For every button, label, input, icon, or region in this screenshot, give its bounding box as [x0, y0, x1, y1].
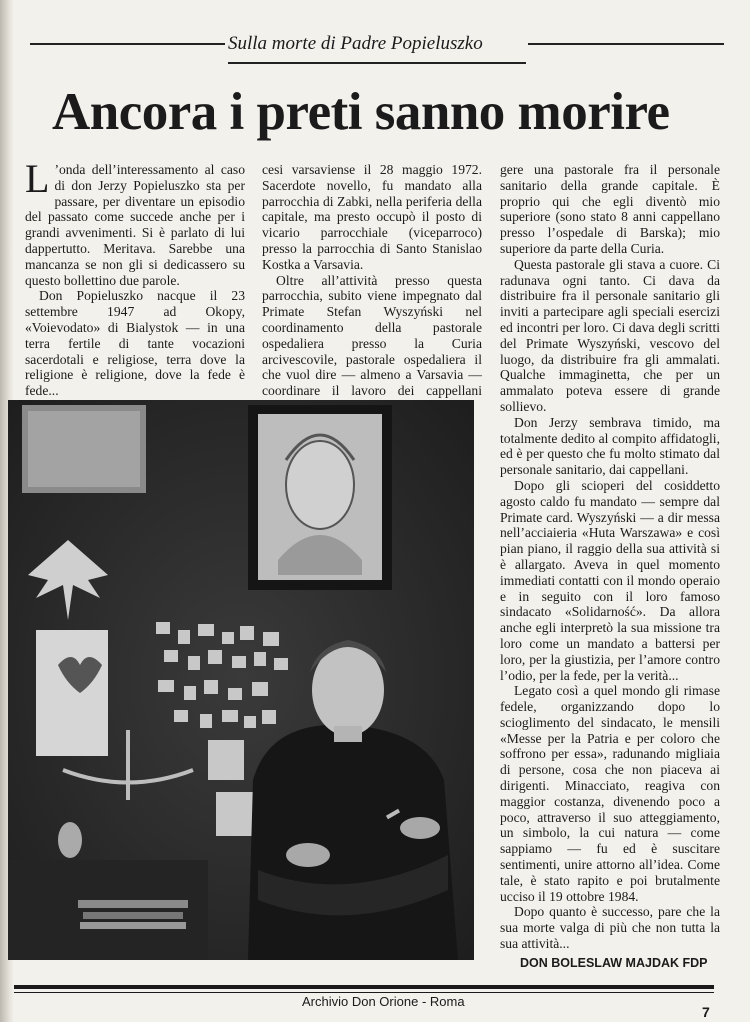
byline: DON BOLESLAW MAJDAK FDP	[520, 956, 708, 970]
paragraph-text: ’onda dell’interessamento al caso di don Jerzy Popieluszko sta per passare, per diventare un episodio del passato come succede anche per i grandi avvenimenti. Si è parlato di lui dappertutto. Meritava. Sarebbe una mancanza se non gli si dedicassero su questo bollettino due parole.	[25, 162, 245, 288]
paragraph: Dopo gli scioperi del cosiddetto agosto caldo fu mandato — sempre dal Primate card. Wyszyński — a dir messa nell’acciaieria «Huta Warszawa» e così pian piano, il raggio della sua attività si è allargato. Aveva in quel momento immediati contatti con il mondo operaio e in seguito con il loro famoso sindacato «Solidarność». Da allora anche egli interpretò la sua missione tra loro come un mandato a battersi per loro, per la giustizia, per l’amore contro l’odio, per la fede, per la verità...	[500, 477, 720, 683]
paragraph: Oltre all’attività presso questa parrocchia, subito viene impegnato dal Primate Stefan Wyszyński nel coordinamento della pastorale ospedaliera presso la Curia arcivescovile, pastorale ospedaliera il che vuol dire — almeno a Varsavia — coordinare il lavoro dei cappellani	[262, 272, 482, 399]
paragraph: Dopo quanto è successo, pare che la sua morte valga di più che non tutta la sua attività...	[500, 904, 720, 952]
footer-rule-thin	[14, 992, 714, 993]
kicker: Sulla morte di Padre Popieluszko	[228, 33, 483, 54]
footer-rule-thick	[14, 985, 714, 989]
archive-watermark: Archivio Don Orione - Roma	[302, 994, 465, 1009]
heart-poster	[36, 630, 108, 756]
page-number: 7	[702, 1004, 710, 1020]
portrait-photo	[8, 400, 474, 960]
cabinet	[8, 860, 208, 960]
paragraph: cesi varsaviense il 28 maggio 1972. Sacerdote novello, fu mandato alla parrocchia di Zabki, nella periferia della capitale, ma presto occupò il posto di vicario parrocchiale (viceparroco) presso la parrocchia di Santo Stanislao Kostka a Varsavia.	[262, 162, 482, 272]
paragraph	[25, 156, 245, 288]
paragraph: Questa pastorale gli stava a cuore. Ci radunava ogni tanto. Ci dava da distribuire fra il personale sanitario gli inviti a partecipare agli speciali esercizi ed incontri per loro. Ci dava degli scritti del Primate Wyszyński, vescovo del luogo, da distribuire fra gli ammalati. Qualche immaginetta, che per un ammalato poteva essere di grande sollievo.	[500, 256, 720, 414]
paragraph: Don Popieluszko nacque il 23 settembre 1947 ad Okopy, «Voievodato» di Bialystok — in una terra fertile di tante vocazioni sacerdotali e religiose, terra dove la religione è religione, dove la fede è fede...	[25, 288, 245, 399]
article-title: Ancora i preti sanno morire	[52, 83, 670, 141]
column-3	[500, 162, 720, 952]
paragraph: Legato così a quel mondo gli rimase fedele, organizzando dopo lo scioglimento del sindacato, le mensili «Messe per la Patria e per coloro che soffrono per essa», radunando migliaia di persone, cosa che non piaceva ai dirigenti. Minacciato, reagiva con maggior costanza, divenendo poco a poco, attraverso il suo atteggiamento, un simbolo, la cui natura — come sappiamo — fu ed è suscitare sentimenti, unire attorno all’idea. Come tale, è stato rapito e poi brutalmente ucciso il 19 ottobre 1984.	[500, 683, 720, 904]
column-2	[262, 162, 482, 415]
photo-illustration	[8, 400, 474, 960]
kicker-rule-left	[30, 43, 225, 45]
drop-cap: L	[25, 156, 50, 201]
paragraph: Don Jerzy sembrava timido, ma totalmente dedito al compito affidatogli, ed è per questo che fu molto stimato dal personale sanitario, dai cappellani.	[500, 414, 720, 478]
kicker-rule-right	[528, 43, 724, 45]
paragraph: gere una pastorale fra il personale sanitario della grande capitale. È proprio qui che egli diventò mio superiore (sono stato 8 anni cappellano presso l’ospedale di Barska); mio superiore da parte della Curia.	[500, 162, 720, 256]
kicker-underline	[228, 62, 526, 64]
column-1	[25, 156, 245, 415]
